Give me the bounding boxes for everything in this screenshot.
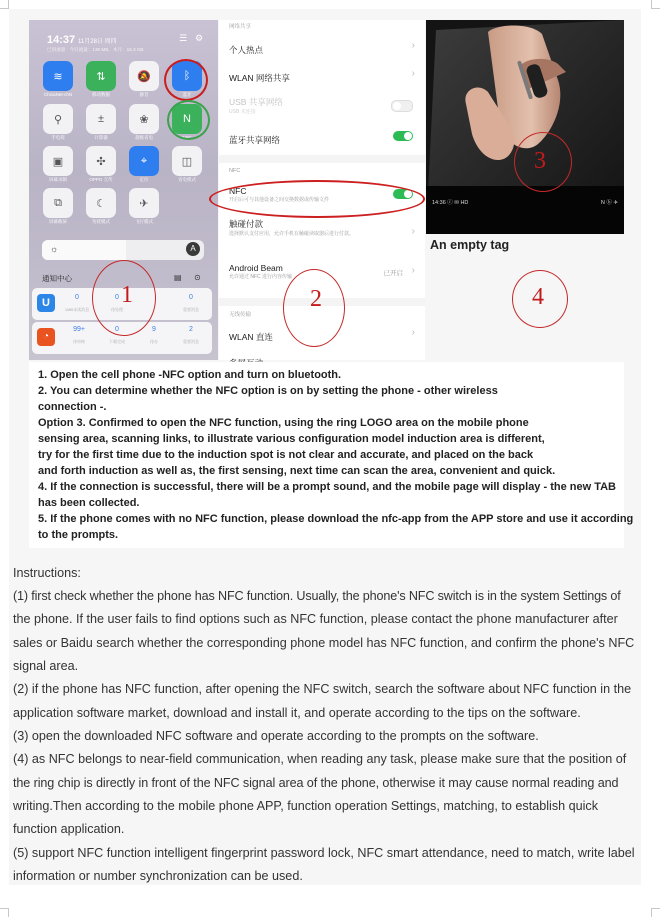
- tile-label: NFC: [182, 135, 192, 140]
- tile-label: 勿扰模式: [92, 219, 110, 224]
- item-label: USB 共享网络: [229, 97, 283, 107]
- share-icon: ✣: [96, 155, 106, 168]
- instruction-line: (1) first check whether the phone has NFC function. Usually, the phone's NFC switch is in the system Settings of: [13, 589, 621, 603]
- power-saver-tile[interactable]: [129, 104, 159, 134]
- count-label: 重要消息: [183, 339, 199, 344]
- mute-tile[interactable]: [129, 61, 159, 91]
- count-label: 1MB未读消息: [64, 307, 90, 312]
- app-icon: U: [37, 294, 55, 312]
- count-value: 2: [189, 326, 193, 333]
- count-value: 0: [115, 294, 119, 301]
- step-line: and forth induction as well as, the first sensing, next time can scan the area, convenient and quick.: [38, 465, 556, 477]
- battery-icon: ◫: [181, 155, 193, 168]
- chevron-right-icon: ›: [411, 40, 415, 51]
- instruction-line: information or number synchronization can be used.: [13, 869, 303, 883]
- manage-icon[interactable]: ▤: [174, 273, 182, 282]
- empty-tag-caption: An empty tag: [430, 238, 510, 252]
- item-sub: USB 未连接: [229, 109, 256, 115]
- bluetooth-icon: ᛒ: [183, 70, 191, 82]
- count-value: 0: [189, 294, 193, 301]
- annotation-number: 4: [532, 284, 544, 310]
- tile-label: 省电模式: [178, 177, 196, 182]
- tile-label: ChinaNet-chN: [43, 92, 73, 97]
- settings-item-wlan-share[interactable]: [229, 68, 415, 86]
- bt-share-toggle[interactable]: [393, 131, 413, 141]
- data-arrows-icon: ⇅: [96, 70, 106, 83]
- flashlight-icon: ⚲: [53, 113, 63, 126]
- mobile-data-tile[interactable]: [86, 61, 116, 91]
- data-usage-text: 已用流量 · 今日流量：130 MB，本月：15.3 GB: [47, 47, 144, 52]
- tile-label: 飞行模式: [135, 219, 153, 224]
- instructions-heading: Instructions:: [13, 566, 81, 580]
- settings-item-tap-pay[interactable]: [229, 218, 415, 237]
- wifi-tile[interactable]: [43, 61, 73, 91]
- section-label: 无线传输: [229, 312, 252, 318]
- chevron-right-icon: ›: [411, 265, 415, 276]
- count-label: 待审核: [73, 339, 85, 344]
- count-label: 待处理: [111, 307, 123, 312]
- screenshot-icon: ⧉: [54, 196, 62, 209]
- item-label: Android Beam: [229, 263, 283, 273]
- item-label: WLAN 网络共享: [229, 73, 290, 83]
- location-tile[interactable]: [129, 146, 159, 176]
- instruction-line: writing.Then according to the mobile phone APP, function operation Settings, matching, to establish quick: [13, 799, 599, 813]
- item-label: 蓝牙共享网络: [229, 135, 281, 145]
- brightness-slider[interactable]: [42, 240, 204, 260]
- item-label: NFC: [229, 186, 247, 196]
- phone-settings-screenshot: [219, 20, 425, 360]
- dnd-tile[interactable]: [86, 188, 116, 218]
- screen-record-tile[interactable]: [43, 146, 73, 176]
- item-sub: 开启后可与其他设备之间交换数据或传输文件: [229, 197, 330, 203]
- highlight-circle: [164, 59, 208, 101]
- tile-label: 超级省电: [135, 135, 153, 140]
- instruction-line: (3) open the downloaded NFC software and operate according to the prompts on the software.: [13, 729, 539, 743]
- crop-mark: [651, 0, 660, 9]
- step-line: 4. If the connection is successful, there will be a prompt sound, and the mobile page will display - the new TAB: [38, 481, 616, 493]
- highlight-ellipse: [209, 180, 425, 218]
- step-line: 2. You can determine whether the NFC option is on by setting the phone - other wireless: [38, 385, 498, 397]
- toggle-knob: [404, 132, 412, 140]
- chevron-right-icon: ›: [411, 327, 415, 338]
- nfc-icon: N: [183, 113, 191, 125]
- step-line: try for the first time due to the induction spot is not clear and accurate, and placed on the back: [38, 449, 534, 461]
- edit-icon[interactable]: ☰: [179, 33, 188, 43]
- toggle-knob: [393, 102, 401, 110]
- crop-mark: [0, 0, 9, 9]
- instruction-line: sales or Baidu search whether the corresponding phone model has NFC function, and confirm the phone's NFC: [13, 636, 635, 650]
- status-date: 11月28日 周四: [78, 39, 117, 45]
- settings-gear-icon[interactable]: ⚙: [195, 33, 204, 43]
- location-pin-icon: ⌖: [140, 154, 148, 167]
- tile-label: 移动数据: [92, 92, 110, 97]
- instruction-line: function application.: [13, 822, 125, 836]
- count-value: 0: [75, 294, 79, 301]
- step-line: sensing area, scanning links, to illustrate various configuration model induction area is different,: [38, 433, 545, 445]
- notification-center-title: 通知中心: [42, 274, 72, 283]
- step-line: to the prompts.: [38, 529, 119, 541]
- settings-icon[interactable]: ⊙: [194, 273, 201, 282]
- tile-label: 屏幕截屏: [49, 219, 67, 224]
- settings-item-bt-share[interactable]: [229, 130, 415, 148]
- photo-status-left: 14:36 ⓒ ✉ HD: [432, 200, 469, 206]
- item-label: WLAN 直连: [229, 332, 273, 342]
- step-line: Option 3. Confirmed to open the NFC function, using the ring LOGO area on the mobile phone: [38, 417, 529, 429]
- moon-icon: ☾: [96, 197, 106, 210]
- instruction-line: (2) if the phone has NFC function, after opening the NFC switch, search the software about NFC function in the: [13, 682, 632, 696]
- settings-item-usb-share[interactable]: [229, 96, 415, 115]
- flashlight-tile[interactable]: [43, 104, 73, 134]
- step-line: connection -.: [38, 401, 107, 413]
- auto-brightness-icon[interactable]: A: [186, 242, 200, 256]
- tile-label: 静音: [139, 92, 149, 97]
- bell-off-icon: 🔕: [137, 70, 151, 83]
- section-label: NFC: [229, 168, 241, 174]
- step-line: has been collected.: [38, 497, 140, 509]
- section-label: 网络共享: [229, 24, 252, 30]
- instruction-line: the ring chip is directly in front of the NFC signal area of the phone, otherwise it may cause normal reading and: [13, 776, 619, 790]
- calculator-tile[interactable]: [86, 104, 116, 134]
- chevron-right-icon: ›: [411, 226, 415, 237]
- instruction-line: the phone. If the user fails to find options such as NFC function, please contact the phone manufacturer after: [13, 612, 618, 626]
- crop-mark: [0, 908, 9, 917]
- airplane-tile[interactable]: [129, 188, 159, 218]
- item-sub: 允许通过 NFC 进行内容传输: [229, 274, 293, 280]
- item-sub: 选择默认支付应用，允许手机在触碰读取器后进行付款。: [229, 231, 355, 237]
- tile-label: 蓝牙: [182, 92, 192, 97]
- status-time: 14:37: [47, 34, 76, 46]
- weibo-app-icon: ◔: [37, 328, 55, 346]
- tile-label: OPPO 互传: [89, 177, 113, 182]
- count-value: 9: [152, 326, 156, 333]
- count-value: 0: [115, 326, 119, 333]
- instruction-line: signal area.: [13, 659, 79, 673]
- settings-item-hotspot[interactable]: [229, 40, 415, 58]
- record-icon: ▣: [52, 155, 64, 168]
- usb-toggle[interactable]: [391, 100, 413, 112]
- calculator-icon: ±: [97, 113, 105, 125]
- annotation-number: 3: [534, 148, 546, 174]
- instruction-line: application software market, download and install it, and operate according to the tips on the software.: [13, 706, 581, 720]
- oppo-share-tile[interactable]: [86, 146, 116, 176]
- annotation-number: 2: [310, 286, 322, 312]
- leaf-icon: ❀: [139, 113, 149, 126]
- nfc-ring-photo: [426, 20, 624, 234]
- annotation-number: 1: [121, 282, 133, 308]
- item-label: 触碰付款: [229, 219, 264, 229]
- crop-mark: [651, 908, 660, 917]
- item-label: 个人热点: [229, 45, 264, 55]
- divider: [219, 155, 425, 163]
- step-line: 1. Open the cell phone -NFC option and turn on bluetooth.: [38, 369, 342, 381]
- count-label: 重要消息: [183, 307, 199, 312]
- tile-label: 计算器: [94, 135, 108, 140]
- tile-label: 屏幕录制: [49, 177, 67, 182]
- instruction-line: (5) support NFC function intelligent fingerprint password lock, NFC smart attendance, need to match, write label: [13, 846, 635, 860]
- beam-status: 已开启: [383, 270, 403, 277]
- chevron-right-icon: ›: [411, 68, 415, 79]
- count-label: 下载完成: [109, 339, 125, 344]
- sun-icon: ☼: [50, 244, 59, 254]
- phone-control-center-screenshot: [29, 20, 218, 360]
- step-line: 5. If the phone comes with no NFC function, please download the nfc-app from the APP store and use it according: [38, 513, 634, 525]
- battery-saver-tile[interactable]: [172, 146, 202, 176]
- count-value: 99+: [73, 326, 85, 333]
- highlight-circle: [167, 100, 210, 140]
- screenshot-tile[interactable]: [43, 188, 73, 218]
- steps-panel: [29, 362, 634, 548]
- airplane-icon: ✈: [139, 197, 149, 210]
- photo-status-right: N ⓑ ✈: [600, 200, 618, 206]
- count-label: 待办: [150, 339, 158, 344]
- tile-label: 手电筒: [51, 135, 65, 140]
- tile-label: 定位: [139, 177, 149, 182]
- wifi-icon: ≋: [53, 70, 63, 83]
- instruction-line: (4) as NFC belongs to near-field communication, when reading any task, please make sure that the position of: [13, 752, 627, 766]
